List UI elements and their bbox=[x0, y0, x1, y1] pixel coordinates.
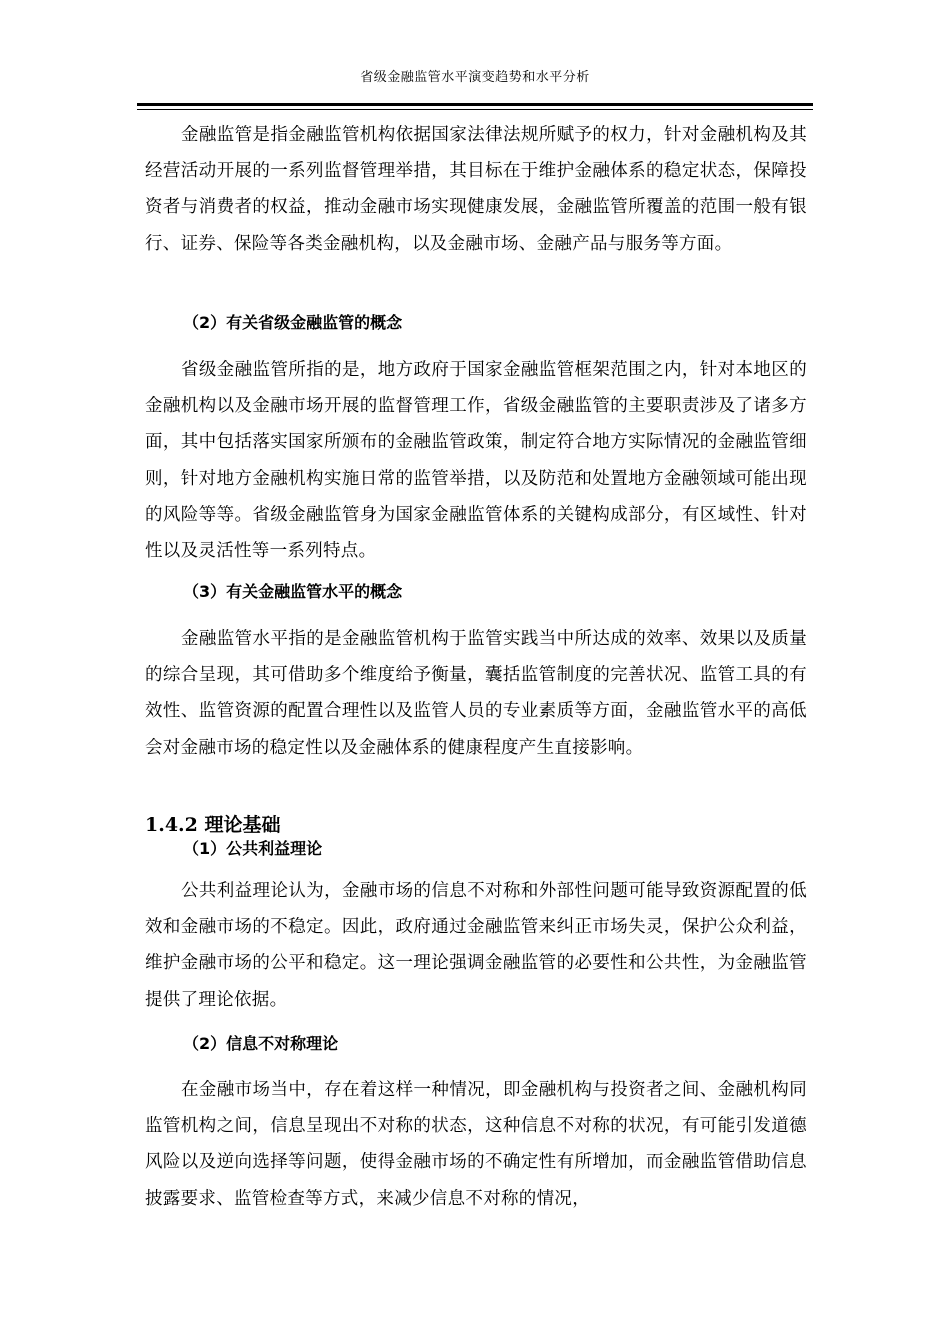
subheading-information-asymmetry-theory: （2）信息不对称理论 bbox=[183, 1034, 339, 1053]
header-rule-thin bbox=[137, 109, 813, 110]
paragraph-information-asymmetry: 在金融市场当中，存在着这样一种情况，即金融机构与投资者之间、金融机构同监管机构之间，信息呈现出不对称的状态，这种信息不对称的状况，有可能引发道德风险以及逆向选择等问题，使得金融市场的不确定性有所增加，而金融监管借助信息披露要求、监管检查等方式，来减少信息不对称的情况， bbox=[145, 1080, 807, 1209]
section-heading-theoretical-basis: 1.4.2 理论基础 bbox=[145, 814, 281, 836]
paragraph-public-interest-theory: 公共利益理论认为，金融市场的信息不对称和外部性问题可能导致资源配置的低效和金融市场的不稳定。因此，政府通过金融监管来纠正市场失灵，保护公众利益，维护金融市场的公平和稳定。这一理论强调金融监管的必要性和公共性，为金融监管提供了理论依据。 bbox=[145, 881, 807, 1010]
subheading-public-interest-theory: （1）公共利益理论 bbox=[183, 839, 323, 858]
paragraph-provincial-regulation: 省级金融监管所指的是，地方政府于国家金融监管框架范围之内，针对本地区的金融机构以及金融市场开展的监督管理工作，省级金融监管的主要职责涉及了诸多方面，其中包括落实国家所颁布的金融监管政策，制定符合地方实际情况的金融监管细则，针对地方金融机构实施日常的监管举措，以及防范和处置地方金融领域可能出现的风险等等。省级金融监管身为国家金融监管体系的关键构成部分，有区域性、针对性以及灵活性等一系列特点。 bbox=[145, 360, 807, 562]
subheading-provincial-regulation-concept: （2）有关省级金融监管的概念 bbox=[183, 313, 403, 332]
subheading-regulation-level-concept: （3）有关金融监管水平的概念 bbox=[183, 582, 403, 601]
running-header: 省级金融监管水平演变趋势和水平分析 bbox=[360, 70, 590, 85]
paragraph-regulation-level: 金融监管水平指的是金融监管机构于监管实践当中所达成的效率、效果以及质量的综合呈现，其可借助多个维度给予衡量，囊括监管制度的完善状况、监管工具的有效性、监管资源的配置合理性以及监管人员的专业素质等方面，金融监管水平的高低会对金融市场的稳定性以及金融体系的健康程度产生直接影响。 bbox=[145, 629, 807, 758]
header-rule-thick bbox=[137, 103, 813, 106]
paragraph-financial-regulation-definition: 金融监管是指金融监管机构依据国家法律法规所赋予的权力，针对金融机构及其经营活动开展的一系列监督管理举措，其目标在于维护金融体系的稳定状态，保障投资者与消费者的权益，推动金融市场实现健康发展，金融监管所覆盖的范围一般有银行、证券、保险等各类金融机构，以及金融市场、金融产品与服务等方面。 bbox=[145, 125, 807, 254]
